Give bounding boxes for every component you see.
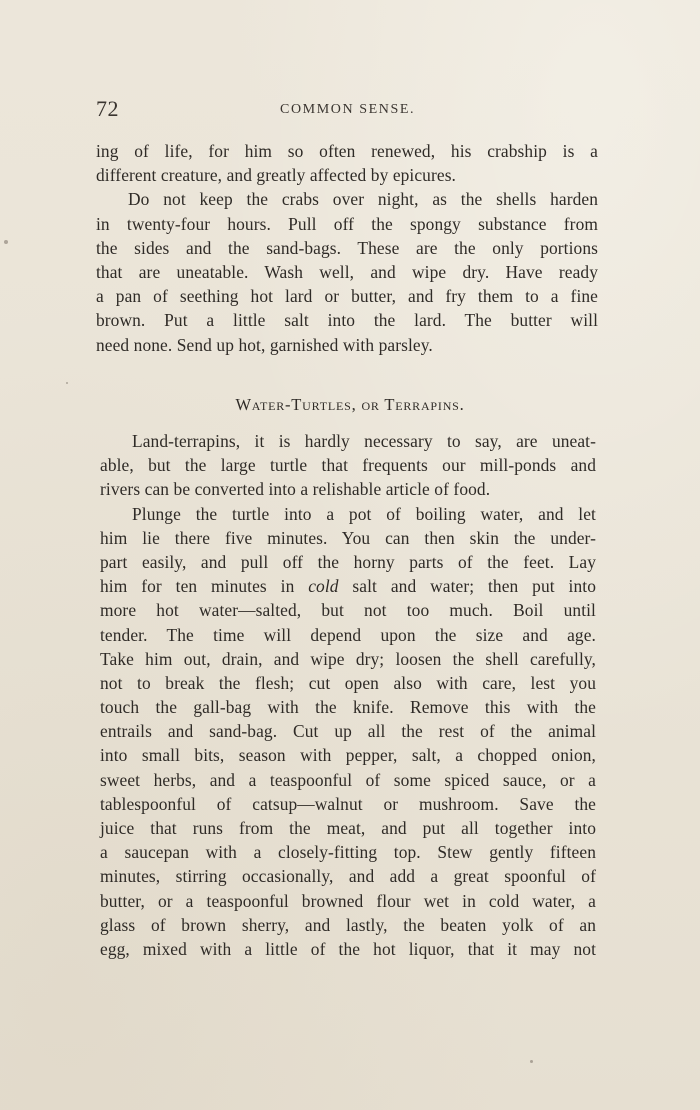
text-line: Do not keep the crabs over night, as the shells harden <box>128 189 598 210</box>
text-line: touch the gall-bag with the knife. Remove this with the <box>100 697 596 718</box>
text-line: part easily, and pull off the horny parts of the feet. Lay <box>100 551 596 572</box>
section-heading: Water-Turtles, or Terrapins. <box>235 395 465 414</box>
text-line: not to break the flesh; cut open also with care, lest you <box>100 672 596 693</box>
italic-word: cold <box>308 576 339 597</box>
text-line: in twenty-four hours. Pull off the spongy substance from <box>96 213 598 234</box>
text-line: sweet herbs, and a teaspoonful of some spiced sauce, or a <box>100 769 596 790</box>
text-line: juice that runs from the meat, and put all together into <box>100 818 596 838</box>
running-title: COMMON SENSE. <box>280 102 416 117</box>
crab-text-block <box>96 139 598 357</box>
text-line: butter, or a teaspoonful browned flour wet in cold water, a <box>100 890 596 911</box>
text-line: egg, mixed with a little of the hot liquor, that it may not <box>100 938 596 959</box>
text-segment: him for ten minutes in <box>100 576 309 597</box>
text-line: need none. Send up hot, garnished with parsley. <box>96 334 433 355</box>
text-line: different creature, and greatly affected by epicures. <box>96 165 457 186</box>
terrapin-text-block <box>100 429 596 961</box>
text-line: Land-terrapins, it is hardly necessary to say, are uneat- <box>132 431 596 451</box>
text-line: brown. Put a little salt into the lard. The butter will <box>96 310 598 331</box>
paper-speck <box>4 240 8 244</box>
text-line: into small bits, season with pepper, salt, a chopped onion, <box>100 745 596 766</box>
text-line-with-italic <box>100 574 596 598</box>
text-line: glass of brown sherry, and lastly, the beaten yolk of an <box>100 914 596 935</box>
text-line: rivers can be converted into a relishable article of food. <box>100 479 491 500</box>
text-line: him lie there five minutes. You can then skin the under- <box>100 527 596 548</box>
text-line: that are uneatable. Wash well, and wipe dry. Have ready <box>96 261 598 282</box>
text-line: Plunge the turtle into a pot of boiling water, and let <box>132 503 596 524</box>
text-line: more hot water—salted, but not too much. Boil until <box>100 600 596 621</box>
text-line: tender. The time will depend upon the size and age. <box>100 624 596 645</box>
text-line: Take him out, drain, and wipe dry; loosen the shell carefully, <box>100 648 596 669</box>
text-line: able, but the large turtle that frequents our mill-ponds and <box>100 455 596 476</box>
paper-speck <box>530 1060 533 1063</box>
text-line: minutes, stirring occasionally, and add a great spoonful of <box>100 866 596 887</box>
text-line: the sides and the sand-bags. These are the only portions <box>96 237 598 258</box>
text-line: a pan of seething hot lard or butter, and fry them to a fine <box>96 286 598 307</box>
running-head <box>96 96 596 126</box>
text-line: ing of life, for him so often renewed, his crabship is a <box>96 141 598 161</box>
page-number: 72 <box>96 96 119 121</box>
text-line: entrails and sand-bag. Cut up all the rest of the animal <box>100 721 596 742</box>
text-segment: salt and water; then put into <box>338 576 597 597</box>
text-line: tablespoonful of catsup—walnut or mushroom. Save the <box>100 793 596 814</box>
text-line: a saucepan with a closely-fitting top. Stew gently fifteen <box>100 842 596 863</box>
paper-speck <box>66 382 68 384</box>
